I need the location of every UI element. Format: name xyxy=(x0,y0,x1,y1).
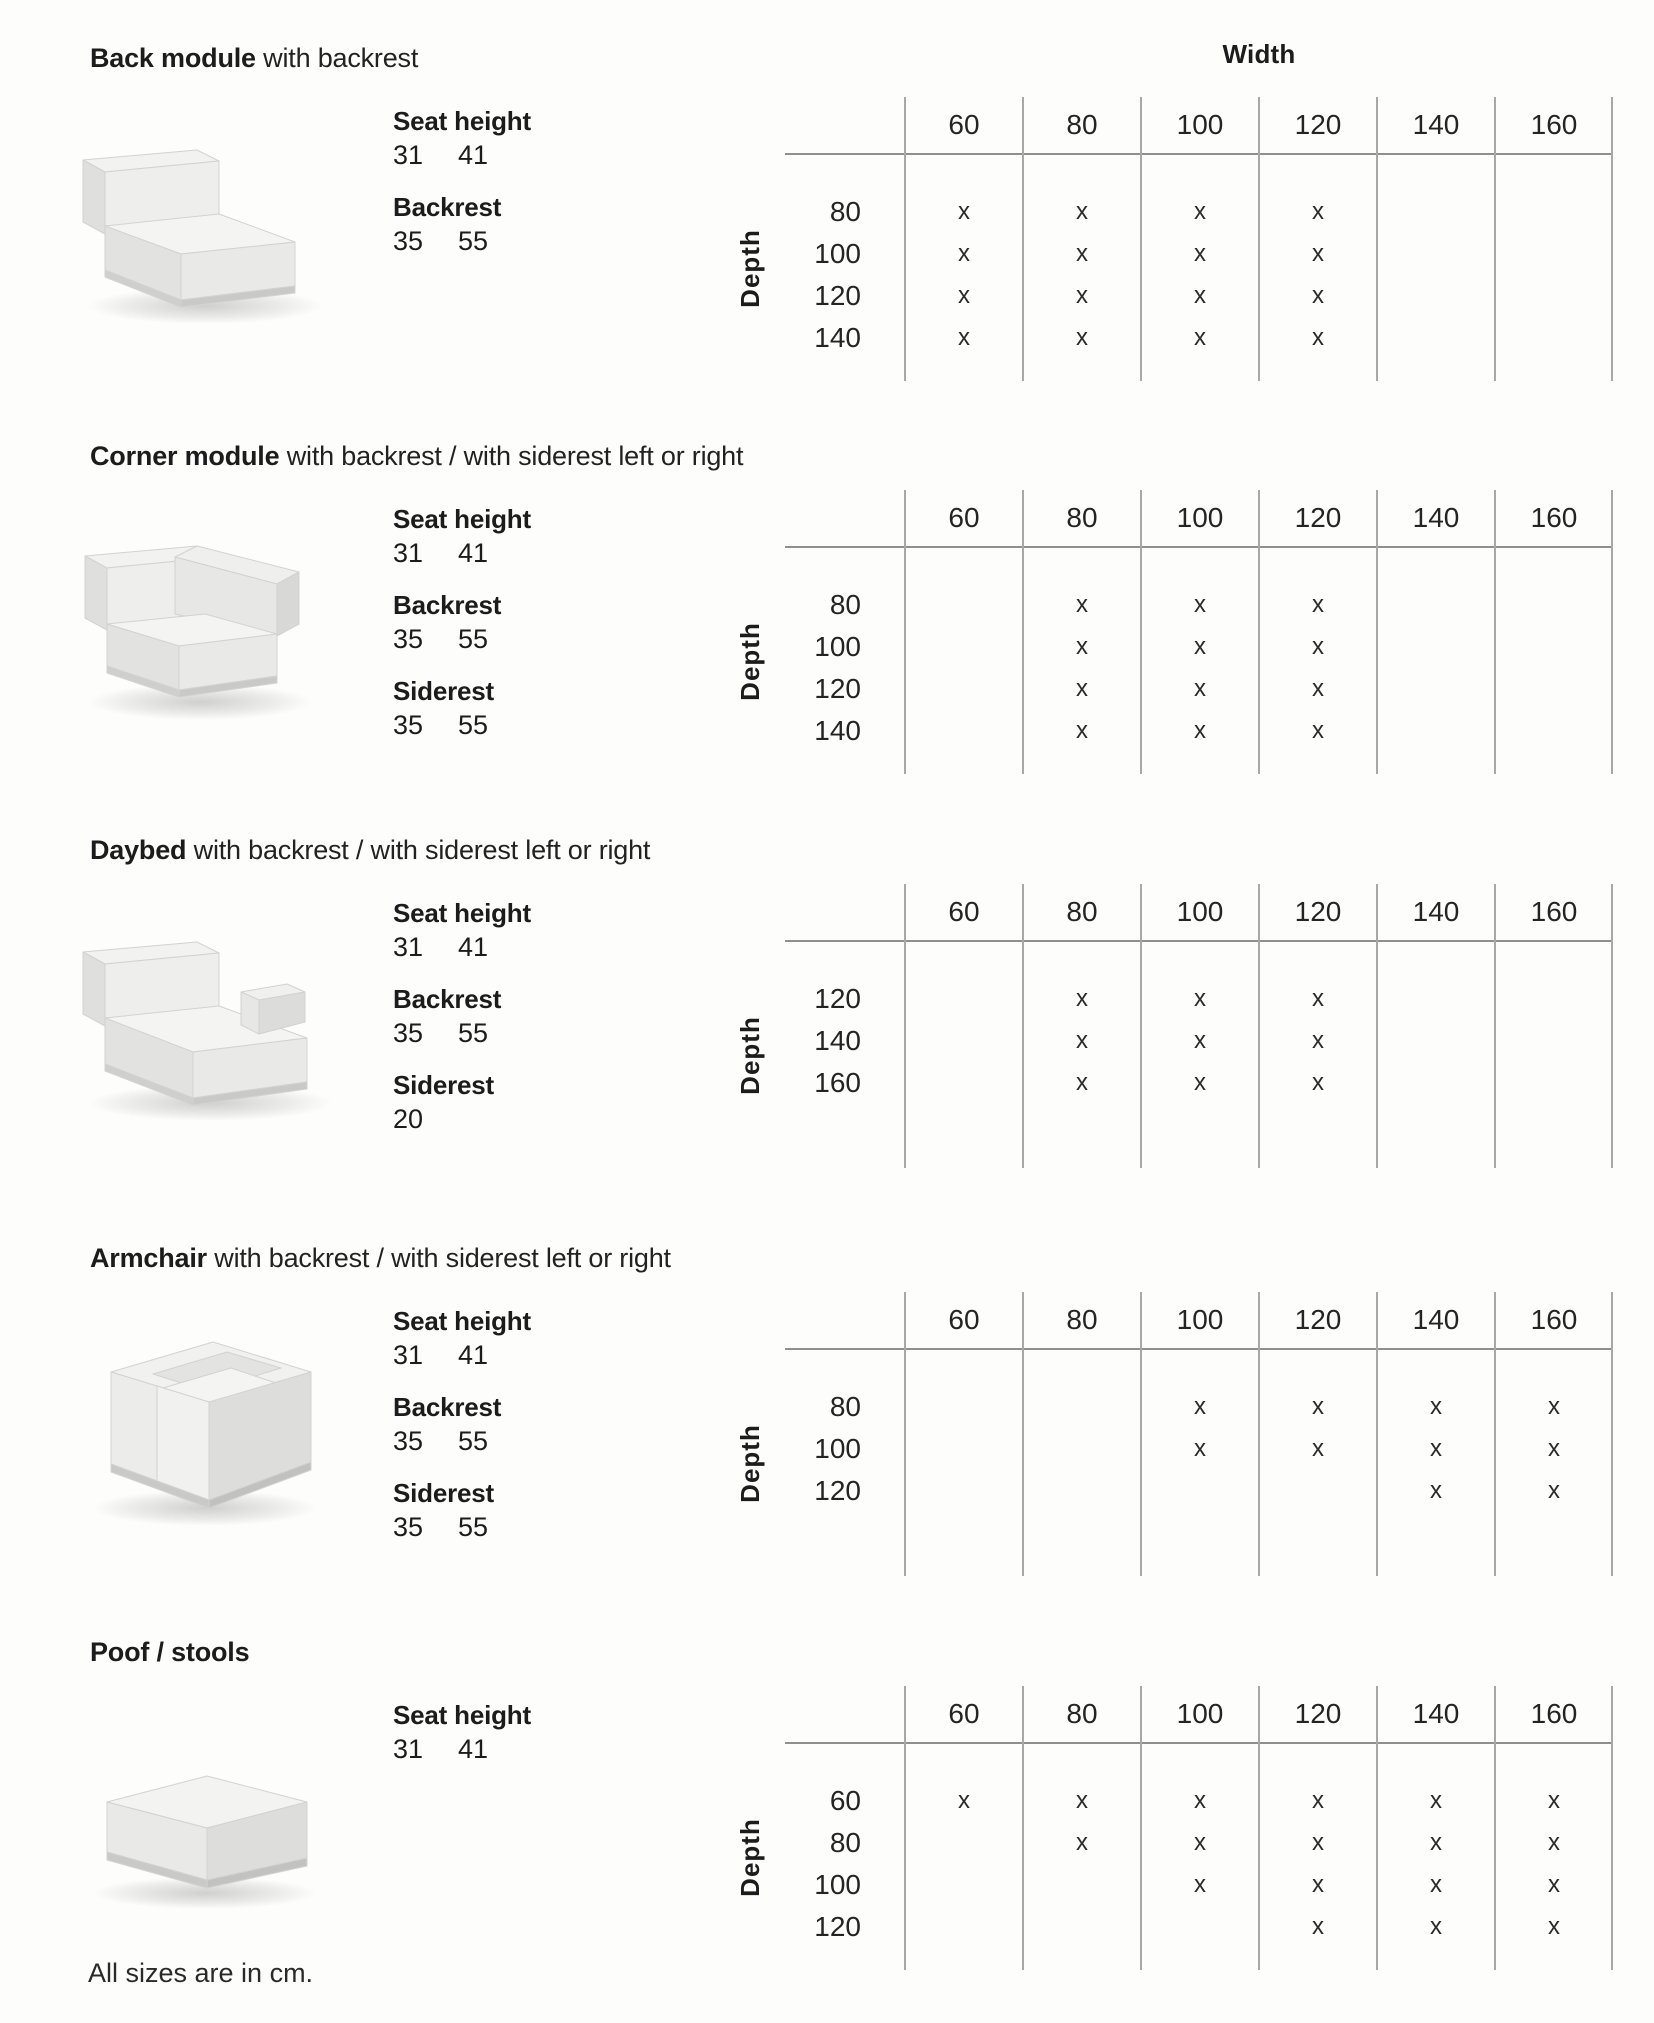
availability-cell: x xyxy=(1194,675,1206,702)
spec-siderest xyxy=(393,1068,531,1137)
availability-cell: x xyxy=(1076,198,1088,225)
availability-cell: x xyxy=(1312,1829,1324,1856)
availability-cell: x xyxy=(1076,1829,1088,1856)
width-column-header: 140 xyxy=(1412,109,1460,140)
depth-row-label: 120 xyxy=(814,983,861,1014)
spec-values xyxy=(393,1732,531,1767)
width-column-header: 140 xyxy=(1412,1304,1460,1335)
availability-cell xyxy=(1377,1062,1495,1104)
depth-row-label: 100 xyxy=(814,631,861,662)
width-column-header: 100 xyxy=(1176,896,1224,927)
width-column-header: 60 xyxy=(948,109,980,140)
spec-value: 55 xyxy=(458,1512,489,1542)
depth-axis-label xyxy=(731,942,769,1168)
spec-backrest xyxy=(393,588,531,657)
table-corner-cell xyxy=(785,97,905,153)
availability-cell xyxy=(1377,978,1495,1020)
depth-row-label: 100 xyxy=(814,1869,861,1900)
spec-label: Backrest xyxy=(393,590,502,620)
depth-axis-label xyxy=(731,548,769,774)
spec-value: 35 xyxy=(393,710,424,740)
availability-cell: x xyxy=(1194,633,1206,660)
module-name: Poof / stools xyxy=(90,1637,250,1667)
section-daybed xyxy=(0,822,1654,1220)
spec-values xyxy=(393,930,531,965)
availability-cell xyxy=(1495,584,1613,626)
spec-value: 31 xyxy=(393,932,424,962)
availability-cell xyxy=(905,1822,1023,1864)
spec-siderest xyxy=(393,1476,531,1545)
dimension-table xyxy=(734,884,1613,1168)
availability-cell: x xyxy=(1430,1787,1442,1814)
spec-seat-height xyxy=(393,104,531,173)
availability-cell: x xyxy=(1076,324,1088,351)
availability-cell xyxy=(1141,1906,1259,1948)
availability-cell: x xyxy=(1548,1913,1560,1940)
availability-cell: x xyxy=(1194,240,1206,267)
width-column-header: 160 xyxy=(1530,896,1578,927)
width-column-header: 60 xyxy=(948,896,980,927)
availability-cell: x xyxy=(1194,324,1206,351)
spec-label: Seat height xyxy=(393,106,531,136)
spec-value: 41 xyxy=(458,932,489,962)
availability-cell: x xyxy=(1430,1913,1442,1940)
availability-cell xyxy=(1495,191,1613,233)
module-title xyxy=(90,438,743,474)
availability-cell: x xyxy=(1194,1435,1206,1462)
availability-cell xyxy=(905,710,1023,752)
availability-cell xyxy=(1377,233,1495,275)
spec-label: Siderest xyxy=(393,676,495,706)
module-subtitle: with backrest / with siderest left or right xyxy=(286,441,744,471)
availability-cell xyxy=(1023,1864,1141,1906)
width-axis-label: Width xyxy=(1222,39,1296,69)
spec-value: 31 xyxy=(393,140,424,170)
table-header-row xyxy=(785,490,1613,548)
width-column-header: 160 xyxy=(1530,109,1578,140)
dimension-table xyxy=(734,1686,1613,1970)
spec-label: Seat height xyxy=(393,898,531,928)
spec-seat-height xyxy=(393,1304,531,1373)
spec-value: 35 xyxy=(393,1426,424,1456)
availability-cell: x xyxy=(1548,1435,1560,1462)
availability-cell: x xyxy=(1194,1829,1206,1856)
availability-cell: x xyxy=(1076,591,1088,618)
dimension-table xyxy=(734,490,1613,774)
availability-cell xyxy=(1377,710,1495,752)
spec-value: 55 xyxy=(458,710,489,740)
spec-backrest xyxy=(393,190,531,259)
availability-cell: x xyxy=(1548,1477,1560,1504)
depth-row-label: 100 xyxy=(814,1433,861,1464)
availability-cell: x xyxy=(1312,1435,1324,1462)
table-corner-cell xyxy=(785,1292,905,1348)
availability-cell: x xyxy=(1194,1871,1206,1898)
availability-cell xyxy=(1377,1020,1495,1062)
depth-row-label: 120 xyxy=(814,1911,861,1942)
table-corner-cell xyxy=(785,1686,905,1742)
depth-axis-text: Depth xyxy=(734,1015,765,1095)
depth-row-label: 120 xyxy=(814,673,861,704)
depth-axis-text: Depth xyxy=(734,1423,765,1503)
availability-cell: x xyxy=(958,1787,970,1814)
spec-value: 41 xyxy=(458,1734,489,1764)
furniture-render xyxy=(45,888,375,1148)
availability-cell xyxy=(1377,584,1495,626)
availability-cell xyxy=(905,626,1023,668)
dimension-table xyxy=(734,1292,1613,1576)
availability-cell: x xyxy=(1548,1829,1560,1856)
depth-axis-text: Depth xyxy=(734,1817,765,1897)
availability-cell xyxy=(1377,317,1495,359)
spec-label: Seat height xyxy=(393,1700,531,1730)
width-column-header: 60 xyxy=(948,502,980,533)
availability-cell: x xyxy=(1430,1435,1442,1462)
width-column-header: 80 xyxy=(1066,109,1098,140)
width-column-header: 120 xyxy=(1294,1698,1342,1729)
availability-cell: x xyxy=(1076,282,1088,309)
width-column-header: 120 xyxy=(1294,1304,1342,1335)
furniture-render xyxy=(45,494,375,754)
depth-axis-text: Depth xyxy=(734,228,765,308)
width-column-header: 80 xyxy=(1066,1304,1098,1335)
section-corner-module xyxy=(0,428,1654,826)
module-subtitle: with backrest / with siderest left or right xyxy=(214,1243,671,1273)
depth-row-label: 80 xyxy=(829,589,861,620)
spec-label: Backrest xyxy=(393,192,502,222)
module-name: Daybed xyxy=(90,835,187,865)
table-header-row xyxy=(785,1292,1613,1350)
depth-row-label: 120 xyxy=(814,1475,861,1506)
availability-cell: x xyxy=(1312,1027,1324,1054)
width-column-header: 140 xyxy=(1412,502,1460,533)
availability-cell: x xyxy=(1312,675,1324,702)
spec-siderest xyxy=(393,674,531,743)
availability-cell: x xyxy=(1548,1393,1560,1420)
availability-cell: x xyxy=(1194,985,1206,1012)
availability-cell: x xyxy=(1312,717,1324,744)
availability-cell: x xyxy=(1548,1787,1560,1814)
availability-cell xyxy=(1141,1470,1259,1512)
furniture-art-use xyxy=(85,546,312,720)
table-body xyxy=(785,942,1613,1168)
spec-value: 55 xyxy=(458,1426,489,1456)
width-column-header: 160 xyxy=(1530,1698,1578,1729)
spec-seat-height xyxy=(393,502,531,571)
spec-values xyxy=(393,536,531,571)
width-column-header: 120 xyxy=(1294,109,1342,140)
width-column-header: 100 xyxy=(1176,109,1224,140)
furniture-render xyxy=(45,96,375,356)
availability-cell xyxy=(905,1906,1023,1948)
availability-cell: x xyxy=(1194,1027,1206,1054)
module-specs xyxy=(393,104,531,276)
availability-cell xyxy=(1023,1470,1141,1512)
spec-value: 35 xyxy=(393,1512,424,1542)
availability-cell: x xyxy=(1194,1069,1206,1096)
spec-label: Seat height xyxy=(393,1306,531,1336)
spec-value: 20 xyxy=(393,1104,424,1134)
module-subtitle: with backrest / with siderest left or right xyxy=(193,835,651,865)
availability-cell xyxy=(1495,668,1613,710)
availability-cell: x xyxy=(958,198,970,225)
availability-cell: x xyxy=(1312,240,1324,267)
availability-cell: x xyxy=(1312,1393,1324,1420)
width-column-header: 140 xyxy=(1412,1698,1460,1729)
availability-cell: x xyxy=(1076,675,1088,702)
spec-seat-height xyxy=(393,1698,531,1767)
width-column-header: 60 xyxy=(948,1698,980,1729)
availability-cell xyxy=(905,1386,1023,1428)
availability-cell xyxy=(1495,233,1613,275)
availability-cell: x xyxy=(1194,198,1206,225)
table-body xyxy=(785,1744,1613,1970)
width-column-header: 120 xyxy=(1294,896,1342,927)
spec-value: 55 xyxy=(458,226,489,256)
availability-cell: x xyxy=(1076,240,1088,267)
availability-cell: x xyxy=(958,240,970,267)
module-specs xyxy=(393,502,531,760)
depth-axis-label xyxy=(731,155,769,381)
width-column-header: 100 xyxy=(1176,1304,1224,1335)
dimension-table xyxy=(734,39,1613,381)
availability-cell: x xyxy=(1076,1069,1088,1096)
depth-axis-label xyxy=(731,1350,769,1576)
width-column-header: 140 xyxy=(1412,896,1460,927)
table-header-row xyxy=(785,97,1613,155)
furniture-art-use xyxy=(93,1342,317,1526)
depth-row-label: 120 xyxy=(814,280,861,311)
availability-cell: x xyxy=(1312,1069,1324,1096)
spec-values xyxy=(393,622,531,657)
availability-cell xyxy=(1495,626,1613,668)
poof-image xyxy=(45,1690,375,1950)
availability-cell xyxy=(1495,317,1613,359)
availability-cell: x xyxy=(1312,591,1324,618)
spec-values xyxy=(393,1424,531,1459)
footer-note: All sizes are in cm. xyxy=(88,1958,314,1988)
width-column-header: 100 xyxy=(1176,1698,1224,1729)
module-title xyxy=(90,832,650,868)
furniture-render xyxy=(45,1690,375,1950)
furniture-art-use xyxy=(83,150,323,324)
availability-cell: x xyxy=(1194,591,1206,618)
availability-cell: x xyxy=(1194,1393,1206,1420)
width-column-header: 80 xyxy=(1066,896,1098,927)
width-column-header: 60 xyxy=(948,1304,980,1335)
width-column-header: 100 xyxy=(1176,502,1224,533)
width-column-header: 80 xyxy=(1066,1698,1098,1729)
availability-cell: x xyxy=(1430,1393,1442,1420)
module-name: Corner module xyxy=(90,441,280,471)
furniture-art-use xyxy=(83,942,332,1121)
spec-value: 55 xyxy=(458,1018,489,1048)
module-name: Armchair xyxy=(90,1243,207,1273)
spec-label: Siderest xyxy=(393,1478,495,1508)
module-specs xyxy=(393,1698,531,1784)
availability-cell xyxy=(1377,626,1495,668)
availability-cell: x xyxy=(1312,633,1324,660)
availability-cell xyxy=(1495,1020,1613,1062)
availability-cell: x xyxy=(1076,985,1088,1012)
width-column-header: 80 xyxy=(1066,502,1098,533)
spec-values xyxy=(393,224,531,259)
module-subtitle: with backrest xyxy=(263,43,419,73)
availability-cell: x xyxy=(1312,198,1324,225)
width-column-header: 120 xyxy=(1294,502,1342,533)
depth-row-label: 80 xyxy=(829,1391,861,1422)
module-name: Back module xyxy=(90,43,256,73)
module-title xyxy=(90,1240,671,1276)
availability-cell: x xyxy=(1312,985,1324,1012)
depth-row-label: 60 xyxy=(829,1785,861,1816)
daybed-image xyxy=(45,888,375,1148)
section-back-module xyxy=(0,30,1654,428)
module-specs xyxy=(393,896,531,1154)
availability-cell xyxy=(905,1062,1023,1104)
availability-cell xyxy=(1377,668,1495,710)
armchair-image xyxy=(45,1296,375,1556)
availability-cell: x xyxy=(1076,717,1088,744)
spec-value: 55 xyxy=(458,624,489,654)
depth-axis-label xyxy=(731,1744,769,1970)
availability-cell xyxy=(1259,1470,1377,1512)
availability-cell xyxy=(905,1864,1023,1906)
availability-cell xyxy=(1495,978,1613,1020)
back-module-image xyxy=(45,96,375,356)
availability-cell: x xyxy=(1548,1871,1560,1898)
module-title xyxy=(90,1634,249,1670)
availability-cell: x xyxy=(1076,1787,1088,1814)
depth-row-label: 140 xyxy=(814,322,861,353)
spec-value: 41 xyxy=(458,1340,489,1370)
furniture-render xyxy=(45,1296,375,1556)
availability-cell xyxy=(905,668,1023,710)
table-header-row xyxy=(785,1686,1613,1744)
spec-label: Siderest xyxy=(393,1070,495,1100)
depth-row-label: 100 xyxy=(814,238,861,269)
width-column-header: 160 xyxy=(1530,1304,1578,1335)
spec-label: Seat height xyxy=(393,504,531,534)
table-corner-cell xyxy=(785,884,905,940)
availability-cell: x xyxy=(1194,282,1206,309)
depth-row-label: 160 xyxy=(814,1067,861,1098)
module-specs xyxy=(393,1304,531,1562)
availability-cell xyxy=(905,584,1023,626)
availability-cell xyxy=(905,1470,1023,1512)
availability-cell: x xyxy=(1312,1787,1324,1814)
availability-cell xyxy=(1023,1428,1141,1470)
availability-cell xyxy=(1023,1906,1141,1948)
spec-values xyxy=(393,1510,531,1545)
availability-cell: x xyxy=(1194,1787,1206,1814)
table-body xyxy=(785,548,1613,774)
spec-value: 35 xyxy=(393,1018,424,1048)
width-column-header: 160 xyxy=(1530,502,1578,533)
availability-cell xyxy=(1377,191,1495,233)
spec-value: 31 xyxy=(393,1340,424,1370)
spec-values xyxy=(393,138,531,173)
availability-cell xyxy=(1023,1386,1141,1428)
spec-label: Backrest xyxy=(393,1392,502,1422)
spec-value: 31 xyxy=(393,1734,424,1764)
corner-module-image xyxy=(45,494,375,754)
spec-values xyxy=(393,1016,531,1051)
spec-value: 35 xyxy=(393,226,424,256)
section-armchair xyxy=(0,1230,1654,1628)
availability-cell xyxy=(1377,275,1495,317)
table-body xyxy=(785,1350,1613,1576)
depth-row-label: 80 xyxy=(829,1827,861,1858)
spec-values xyxy=(393,1102,531,1137)
spec-value: 31 xyxy=(393,538,424,568)
availability-cell: x xyxy=(1430,1477,1442,1504)
availability-cell: x xyxy=(1430,1829,1442,1856)
table-corner-cell xyxy=(785,490,905,546)
table-body xyxy=(785,155,1613,381)
depth-row-label: 140 xyxy=(814,1025,861,1056)
availability-cell: x xyxy=(1312,282,1324,309)
spec-value: 41 xyxy=(458,538,489,568)
spec-values xyxy=(393,708,531,743)
availability-cell xyxy=(905,1428,1023,1470)
depth-row-label: 140 xyxy=(814,715,861,746)
module-title xyxy=(90,40,418,76)
spec-backrest xyxy=(393,1390,531,1459)
depth-row-label: 80 xyxy=(829,196,861,227)
availability-cell: x xyxy=(958,324,970,351)
availability-cell xyxy=(1495,275,1613,317)
spec-backrest xyxy=(393,982,531,1051)
spec-values xyxy=(393,1338,531,1373)
availability-cell: x xyxy=(1312,1913,1324,1940)
spec-seat-height xyxy=(393,896,531,965)
availability-cell xyxy=(905,978,1023,1020)
availability-cell: x xyxy=(1430,1871,1442,1898)
availability-cell: x xyxy=(1076,633,1088,660)
availability-cell: x xyxy=(1312,1871,1324,1898)
spec-value: 35 xyxy=(393,624,424,654)
spec-label: Backrest xyxy=(393,984,502,1014)
availability-cell xyxy=(905,1020,1023,1062)
availability-cell xyxy=(1495,1062,1613,1104)
availability-cell xyxy=(1495,710,1613,752)
availability-cell: x xyxy=(1076,1027,1088,1054)
availability-cell: x xyxy=(1194,717,1206,744)
table-header-row xyxy=(785,884,1613,942)
availability-cell: x xyxy=(958,282,970,309)
spec-value: 41 xyxy=(458,140,489,170)
furniture-art-use xyxy=(93,1776,317,1909)
depth-axis-text: Depth xyxy=(734,621,765,701)
availability-cell: x xyxy=(1312,324,1324,351)
